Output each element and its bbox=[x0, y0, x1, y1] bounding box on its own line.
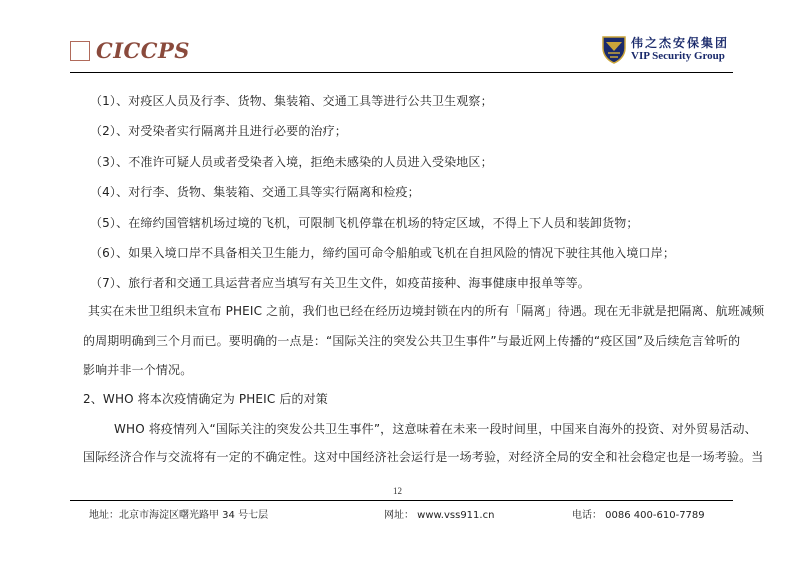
paragraph-line: 国际经济合作与交流将有一定的不确定性。这对中国经济社会运行是一场考验，对经济全局的安全和社会稳定也是一场考验。当 bbox=[83, 450, 764, 464]
footer-address: 地址：北京市海淀区曙光路甲 34 号七层 bbox=[89, 510, 269, 521]
section-heading: 2、WHO 将本次疫情确定为 PHEIC 后的对策 bbox=[83, 392, 328, 406]
header-divider bbox=[70, 72, 733, 73]
page-header bbox=[0, 0, 800, 80]
seal-icon bbox=[70, 41, 90, 61]
group-name-en: VIP Security Group bbox=[631, 49, 725, 62]
footer-phone: 电话： 0086 400-610-7789 bbox=[572, 510, 705, 521]
footer-website: 网址： www.vss911.cn bbox=[384, 510, 495, 521]
paragraph-line: 的周期明确到三个月而已。要明确的一点是：“国际关注的突发公共卫生事件”与最近网上传播的“疫区国”及后续危言耸听的 bbox=[83, 334, 741, 348]
paragraph-line: 其实在未世卫组织未宣布 PHEIC 之前，我们也已经在经历边境封锁在内的所有「隔离」待遇。现在无非就是把隔离、航班减频 bbox=[88, 304, 765, 318]
paragraph-line: WHO 将疫情列入“国际关注的突发公共卫生事件”，这意味着在未来一段时间里，中国来自海外的投资、对外贸易活动、 bbox=[114, 422, 757, 436]
list-item-5: （5）、在缔约国管辖机场过境的飞机，可限制飞机停靠在机场的特定区域，不得上下人员和装卸货物； bbox=[90, 216, 639, 230]
paragraph-line: 影响并非一个情况。 bbox=[83, 363, 193, 377]
list-item-1: （1）、对疫区人员及行李、货物、集装箱、交通工具等进行公共卫生观察； bbox=[90, 94, 493, 108]
page-number: 12 bbox=[393, 486, 402, 496]
list-item-7: （7）、旅行者和交通工具运营者应当填写有关卫生文件，如疫苗接种、海事健康申报单等等。 bbox=[90, 276, 590, 290]
group-name-cn: 伟之杰安保集团 bbox=[631, 35, 730, 50]
list-item-2: （2）、对受染者实行隔离并且进行必要的治疗； bbox=[90, 124, 347, 138]
ciccps-brand-text: CICCPS bbox=[96, 38, 190, 63]
ciccps-logo bbox=[70, 38, 190, 63]
list-item-6: （6）、如果入境口岸不具备相关卫生能力，缔约国可命令船舶或飞机在自担风险的情况下驶往其他入境口岸； bbox=[90, 246, 675, 260]
list-item-4: （4）、对行李、货物、集装箱、交通工具等实行隔离和检疫； bbox=[90, 185, 420, 199]
shield-icon bbox=[601, 34, 627, 64]
footer-divider bbox=[70, 500, 733, 501]
vip-security-logo bbox=[601, 34, 729, 64]
list-item-3: （3）、不准许可疑人员或者受染者入境，拒绝未感染的人员进入受染地区； bbox=[90, 155, 493, 169]
